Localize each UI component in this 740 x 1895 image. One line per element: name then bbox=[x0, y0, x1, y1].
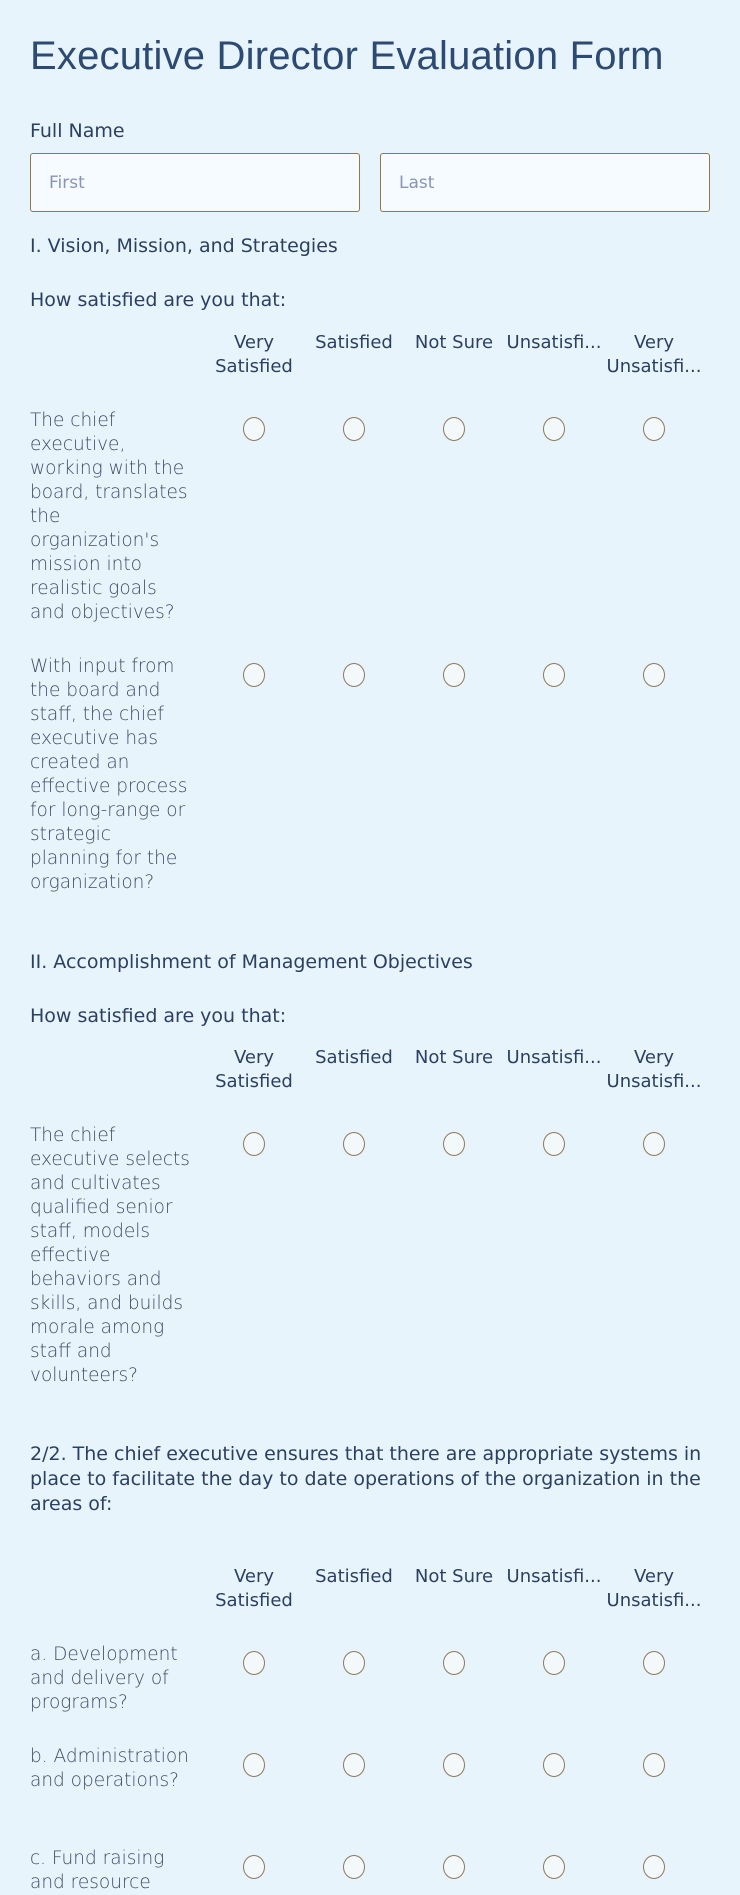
column-very-unsatisfied: Very Unsatisfi... bbox=[606, 1566, 702, 1611]
radio-very-satisfied[interactable] bbox=[243, 1753, 265, 1777]
column-unsatisfied: Unsatisfi... bbox=[506, 1566, 602, 1587]
radio-unsatisfied[interactable] bbox=[543, 663, 565, 687]
radio-very-unsatisfied[interactable] bbox=[643, 1855, 665, 1879]
radio-very-satisfied[interactable] bbox=[243, 663, 265, 687]
column-not-sure: Not Sure bbox=[414, 1047, 494, 1068]
radio-not-sure[interactable] bbox=[443, 1753, 465, 1777]
question-text: The chief executive selects and cultivates qualified senior staff, models effective behaviors and skills, and builds morale among staff and volunteers? bbox=[30, 1125, 190, 1386]
column-not-sure: Not Sure bbox=[414, 332, 494, 353]
radio-very-unsatisfied[interactable] bbox=[643, 1651, 665, 1675]
column-very-satisfied: Very Satisfied bbox=[215, 1047, 293, 1092]
radio-not-sure[interactable] bbox=[443, 1651, 465, 1675]
section-heading-management: II. Accomplishment of Management Objectives bbox=[30, 951, 473, 973]
radio-very-unsatisfied[interactable] bbox=[643, 1753, 665, 1777]
radio-very-unsatisfied[interactable] bbox=[643, 663, 665, 687]
radio-unsatisfied[interactable] bbox=[543, 417, 565, 441]
column-unsatisfied: Unsatisfi... bbox=[506, 332, 602, 353]
column-satisfied: Satisfied bbox=[315, 332, 393, 353]
question-text: The chief executive, working with the board, translates the organization's mission into realistic goals and objectives? bbox=[30, 410, 188, 623]
radio-satisfied[interactable] bbox=[343, 1651, 365, 1675]
radio-very-satisfied[interactable] bbox=[243, 1651, 265, 1675]
radio-very-unsatisfied[interactable] bbox=[643, 1132, 665, 1156]
section-heading-vision: I. Vision, Mission, and Strategies bbox=[30, 235, 338, 257]
question-text: With input from the board and staff, the chief executive has created an effective process for long-range or strategic planning for the organization? bbox=[30, 656, 188, 893]
radio-unsatisfied[interactable] bbox=[543, 1651, 565, 1675]
radio-very-unsatisfied[interactable] bbox=[643, 417, 665, 441]
section-prompt-management: How satisfied are you that: bbox=[30, 1005, 287, 1027]
full-name-label: Full Name bbox=[30, 120, 125, 142]
column-not-sure: Not Sure bbox=[414, 1566, 494, 1587]
radio-satisfied[interactable] bbox=[343, 663, 365, 687]
radio-very-satisfied[interactable] bbox=[243, 1855, 265, 1879]
radio-very-satisfied[interactable] bbox=[243, 417, 265, 441]
question-text: c. Fund raising and resource bbox=[30, 1848, 165, 1893]
radio-not-sure[interactable] bbox=[443, 663, 465, 687]
first-name-input[interactable] bbox=[30, 153, 360, 212]
radio-very-satisfied[interactable] bbox=[243, 1132, 265, 1156]
column-satisfied: Satisfied bbox=[315, 1047, 393, 1068]
question-text: b. Administration and operations? bbox=[30, 1746, 189, 1791]
column-unsatisfied: Unsatisfi... bbox=[506, 1047, 602, 1068]
section-prompt-vision: How satisfied are you that: bbox=[30, 289, 287, 311]
radio-satisfied[interactable] bbox=[343, 1855, 365, 1879]
radio-not-sure[interactable] bbox=[443, 417, 465, 441]
matrix-question-systems: 2/2. The chief executive ensures that there are appropriate systems in place to facilitate the day to date operations of the organization in the areas of: bbox=[30, 1443, 702, 1515]
radio-not-sure[interactable] bbox=[443, 1855, 465, 1879]
column-satisfied: Satisfied bbox=[315, 1566, 393, 1587]
page-title: Executive Director Evaluation Form bbox=[30, 34, 664, 78]
radio-satisfied[interactable] bbox=[343, 417, 365, 441]
question-text: a. Development and delivery of programs? bbox=[30, 1644, 178, 1713]
last-name-input[interactable] bbox=[380, 153, 710, 212]
column-very-unsatisfied: Very Unsatisfi... bbox=[606, 332, 702, 377]
column-very-satisfied: Very Satisfied bbox=[215, 1566, 293, 1611]
radio-unsatisfied[interactable] bbox=[543, 1753, 565, 1777]
radio-unsatisfied[interactable] bbox=[543, 1855, 565, 1879]
column-very-unsatisfied: Very Unsatisfi... bbox=[606, 1047, 702, 1092]
column-very-satisfied: Very Satisfied bbox=[215, 332, 293, 377]
radio-satisfied[interactable] bbox=[343, 1132, 365, 1156]
radio-not-sure[interactable] bbox=[443, 1132, 465, 1156]
radio-satisfied[interactable] bbox=[343, 1753, 365, 1777]
radio-unsatisfied[interactable] bbox=[543, 1132, 565, 1156]
